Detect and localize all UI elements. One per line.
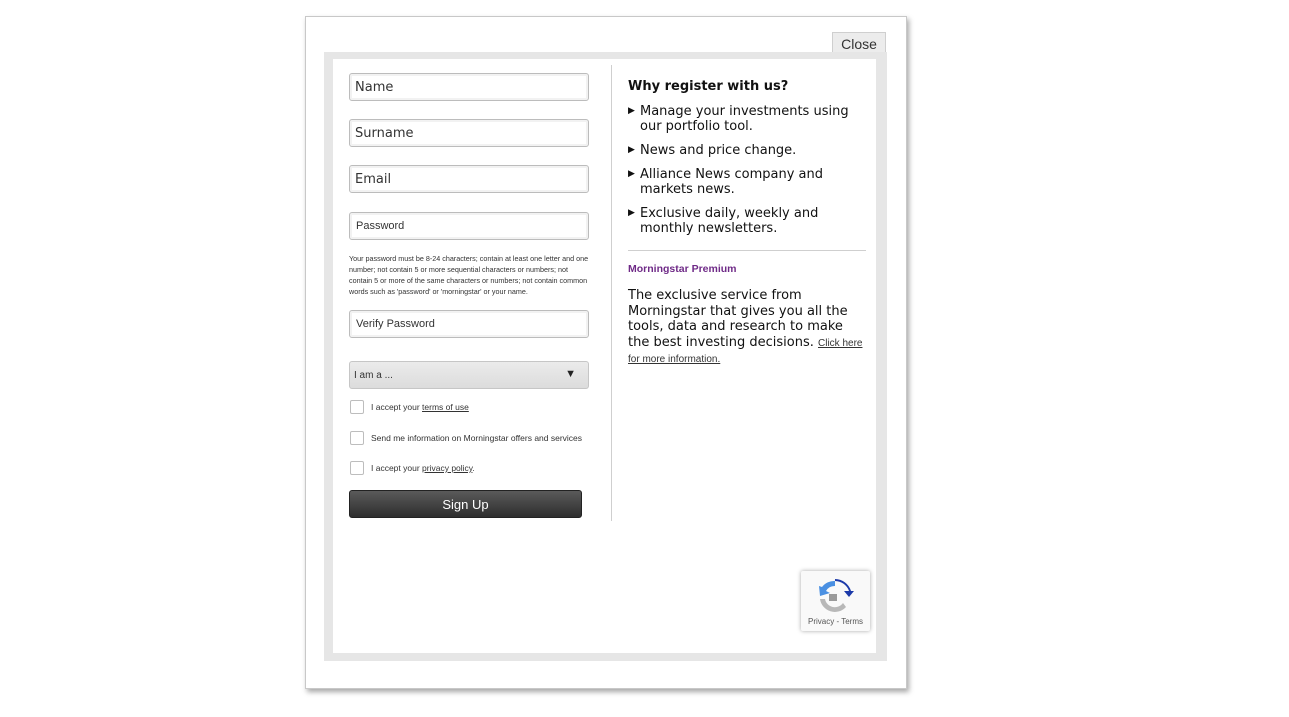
privacy-checkbox-row (350, 461, 475, 475)
why-register-heading: Why register with us? (628, 79, 789, 94)
privacy-label: I accept your privacy policy. (371, 463, 475, 473)
offers-label: Send me information on Morningstar offers and services (371, 433, 583, 443)
modal-panel (333, 59, 876, 653)
premium-description: The exclusive service from Morningstar that gives you all the tools, data and research to make the best investing decisions. Click here for more information. (628, 288, 863, 365)
role-select[interactable] (349, 361, 589, 389)
list-item: ▶ Exclusive daily, weekly and monthly newsletters. (628, 206, 819, 236)
privacy-checkbox[interactable] (350, 461, 364, 475)
list-item: ▶ Manage your investments using our portfolio tool. (628, 104, 849, 134)
verify-password-input[interactable] (349, 310, 589, 338)
premium-heading: Morningstar Premium (628, 263, 737, 275)
column-divider (611, 65, 612, 521)
triangle-right-icon: ▶ (628, 106, 635, 116)
terms-checkbox[interactable] (350, 400, 364, 414)
recaptcha-badge[interactable] (801, 571, 870, 631)
list-item: ▶ News and price change. (628, 143, 797, 158)
surname-input[interactable] (349, 119, 589, 147)
premium-more-info-link[interactable]: Click here for more information. (628, 337, 863, 365)
terms-checkbox-row (350, 400, 469, 414)
triangle-right-icon: ▶ (628, 208, 635, 218)
info-divider (628, 250, 866, 251)
role-select-value: I am a ... (354, 369, 393, 381)
terms-label: I accept your terms of use (371, 402, 469, 412)
register-modal (305, 16, 907, 689)
list-item: ▶ Alliance News company and markets news. (628, 167, 823, 197)
close-button[interactable]: Close (832, 32, 886, 54)
email-input[interactable] (349, 165, 589, 193)
modal-frame (324, 52, 887, 661)
offers-checkbox[interactable] (350, 431, 364, 445)
triangle-right-icon: ▶ (628, 145, 635, 155)
name-input[interactable] (349, 73, 589, 101)
triangle-right-icon: ▶ (628, 169, 635, 179)
password-hint: Your password must be 8-24 characters; contain at least one letter and one number; not contain 5 or more sequential characters or numbers; not contain 5 or more of the same characters or numbers; not contain common words such as 'password' or 'morningstar' or your name. (349, 254, 589, 296)
caret-down-icon: ▼ (565, 368, 576, 380)
offers-checkbox-row (350, 431, 582, 445)
terms-of-use-link[interactable]: terms of use (422, 402, 469, 412)
recaptcha-links[interactable]: Privacy - Terms (808, 617, 863, 626)
sign-up-button[interactable]: Sign Up (349, 490, 582, 518)
info-column (628, 79, 868, 368)
privacy-policy-link[interactable]: privacy policy (422, 463, 473, 473)
recaptcha-icon (816, 577, 854, 615)
password-input[interactable] (349, 212, 589, 240)
